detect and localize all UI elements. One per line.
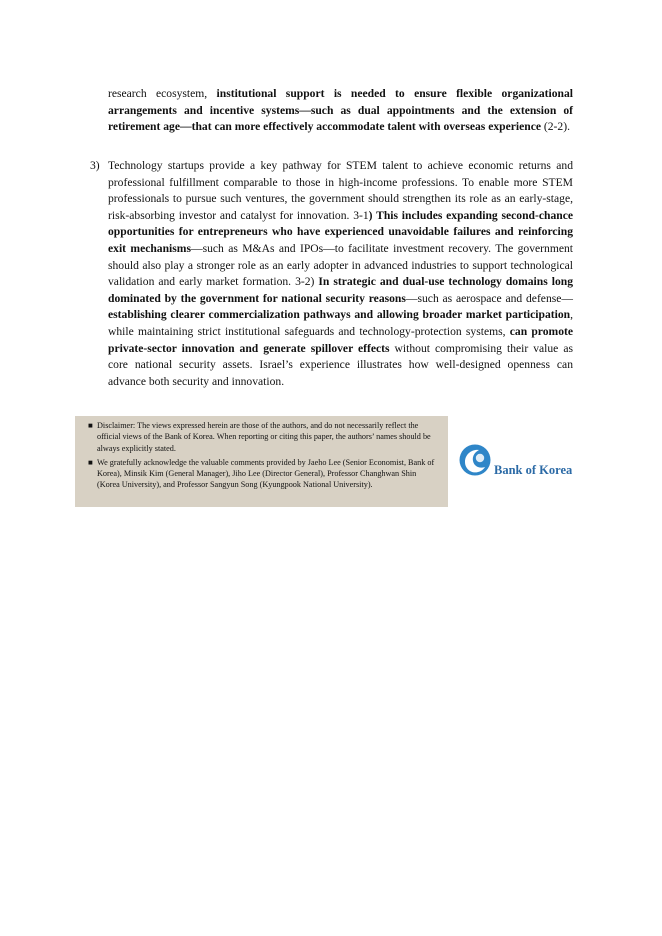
continued-text-2: (2-2). [541, 120, 570, 134]
item-number: 3) [90, 159, 100, 172]
item-bold-2: In strategic and dual-use technology domains long dominated by the government for national security reasons [108, 275, 573, 305]
item-text-4: , while maintaining strict institutional safeguards and technology-protection systems, [108, 308, 573, 338]
bullet-square-icon: ■ [88, 421, 93, 430]
logo-text: Bank of Korea [494, 463, 573, 477]
bank-logo-emblem-icon [459, 444, 491, 476]
continued-paragraph [108, 86, 573, 136]
item-bold-4: can promote private-sector innovation and generate spillover effects [108, 324, 573, 355]
acknowledgement-note [88, 457, 438, 491]
item-text-5: without compromising their value as core national security assets. Israel’s experience illustrates how well-designed openness can advance both security and innovation. [108, 341, 573, 388]
item-text-1: Technology startups provide a key pathway for STEM talent to achieve economic returns and professional fulfillment comparable to those in high-income professions. To enable more STEM professionals to pursue such ventures, the government should strengthen its role as an early-stage, risk-absorbing investor and catalyst for innovation. 3-1 [108, 159, 573, 222]
bullet-square-icon: ■ [88, 457, 93, 467]
item-bold-3: establishing clearer commercialization pathways and allowing broader market participation [108, 308, 571, 322]
recommendation-item-3 [90, 158, 573, 390]
disclaimer-note-text: Disclaimer: The views expressed herein are those of the authors, and do not necessarily reflect the official views of the Bank of Korea. When reporting or citing this paper, the authors’ names should be always explicitly stated. [97, 421, 431, 453]
disclaimer-note [88, 420, 438, 454]
bank-of-korea-logo [459, 444, 579, 480]
disclaimer-box [75, 416, 448, 507]
item-text-2: —such as M&As and IPOs—to facilitate investment recovery. The government should also play a stronger role as an early adopter in advanced industries to support technological validation and early market formation. 3-2) [108, 241, 574, 289]
continued-bold-1: institutional support is needed to ensure flexible organizational arrangements and incentive systems—such as dual appointments and the extension of retirement age—that can more effectively accommodate talent with overseas experience [108, 87, 573, 134]
acknowledgement-note-text: We gratefully acknowledge the valuable comments provided by Jaeho Lee (Senior Economist, Bank of Korea), Minsik Kim (General Manager), Jiho Lee (Director General), Professor Changhwan Shin (Korea University), and Professor Sangyun Song (Kyungpook National University). [97, 457, 435, 490]
item-bold-1: ) This includes expanding second-chance opportunities for entrepreneurs who have experienced unavoidable failures and reinforcing exit mechanisms [108, 208, 573, 255]
item-text-3: —such as aerospace and defense— [405, 291, 573, 305]
continued-text-1: research ecosystem, [108, 87, 217, 100]
item-body [108, 158, 573, 390]
